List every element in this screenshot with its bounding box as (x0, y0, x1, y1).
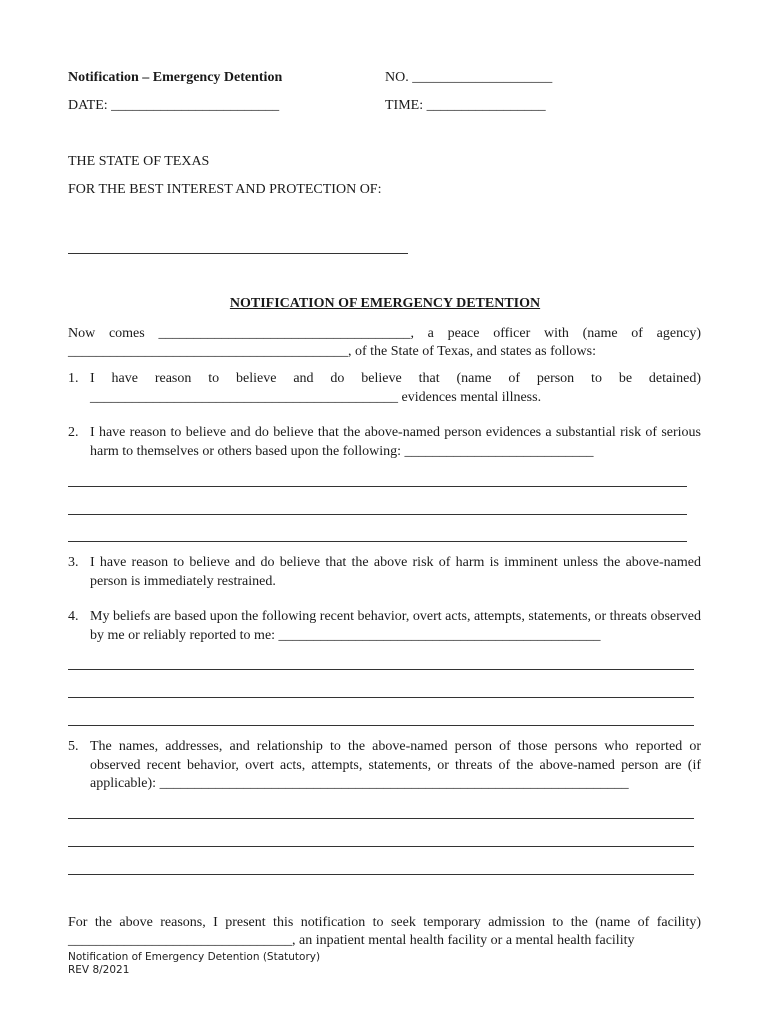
item-text: I have reason to believe and do believe that the above-named person evidences a substantial risk of serious harm to themselves or others based upon the following: ___________________________ (90, 425, 701, 459)
answer-line[interactable] (68, 725, 694, 726)
form-title: Notification – Emergency Detention (68, 70, 283, 85)
state-heading: THE STATE OF TEXAS (68, 154, 210, 169)
answer-line[interactable] (68, 541, 687, 542)
numbered-item-5 (68, 738, 701, 794)
item-number: 5. (68, 739, 79, 754)
item-number: 3. (68, 555, 79, 570)
date-field[interactable]: DATE: ________________________ (68, 98, 280, 113)
closing-paragraph: For the above reasons, I present this notification to seek temporary admission to the (name of facility) ________________________________, an inpatient mental health facility or a mental health facility (68, 915, 701, 948)
answer-line[interactable] (68, 669, 694, 670)
answer-line[interactable] (68, 486, 687, 487)
answer-line[interactable] (68, 697, 694, 698)
item-text: I have reason to believe and do believe that (name of person to be detained) ____________________________________________ evidences mental illness. (90, 371, 701, 405)
item-text: I have reason to believe and do believe that the above risk of harm is imminent unless the above-named person is immediately restrained. (90, 555, 701, 589)
item-text: My beliefs are based upon the following recent behavior, overt acts, attempts, statements, or threats observed by me or reliably reported to me: ______________________________________________ (90, 609, 701, 643)
item-number: 2. (68, 425, 79, 440)
item-number: 4. (68, 609, 79, 624)
item-text: The names, addresses, and relationship to the above-named person of those persons who reported or observed recent behavior, overt acts, attempts, statements, or threats of the above-named person are (if applicable): ___________________________________________________________________ (90, 739, 701, 791)
numbered-item-4 (68, 608, 701, 645)
answer-line[interactable] (68, 818, 694, 819)
best-interest-heading: FOR THE BEST INTEREST AND PROTECTION OF: (68, 182, 382, 197)
numbered-item-2 (68, 424, 701, 461)
answer-line[interactable] (68, 846, 694, 847)
footer-revision: REV 8/2021 (68, 964, 130, 976)
protected-person-name-line[interactable] (68, 253, 408, 254)
item-number: 1. (68, 371, 79, 386)
answer-line[interactable] (68, 514, 687, 515)
document-title: NOTIFICATION OF EMERGENCY DETENTION (229, 296, 541, 311)
footer (68, 951, 320, 977)
number-field[interactable]: NO. ____________________ (385, 70, 553, 85)
time-field[interactable]: TIME: _________________ (385, 98, 546, 113)
numbered-item-3 (68, 554, 701, 591)
numbered-item-1 (68, 370, 701, 407)
answer-line[interactable] (68, 874, 694, 875)
footer-form-name: Notification of Emergency Detention (Statutory) (68, 951, 321, 963)
now-comes-paragraph: Now comes ____________________________________, a peace officer with (name of agency) ________________________________________, of the State of Texas, and states as follows: (68, 326, 701, 359)
